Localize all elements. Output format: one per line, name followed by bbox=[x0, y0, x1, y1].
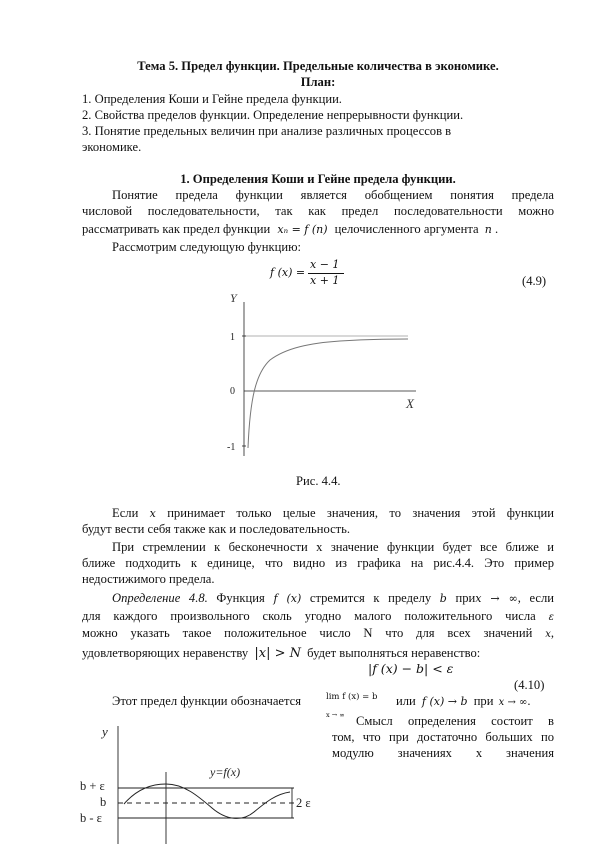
definition-line-2: для каждого произвольного сколь угодно малого положительного числа ε bbox=[82, 609, 554, 623]
tick-b: b bbox=[100, 795, 107, 809]
formula-4-9-number: (4.9) bbox=[522, 274, 547, 288]
paragraph-2: Рассмотрим следующую функцию: bbox=[112, 240, 302, 254]
paragraph-1-line-3: рассматривать как предел функции xₙ = f (n) целочисленного аргумента n . bbox=[82, 222, 499, 236]
paragraph-3-line-1: Если x принимает только целые значения, то значения этой функции bbox=[112, 506, 554, 520]
paragraph-1-line-1: Понятие предела функции является обобщением понятия предела bbox=[112, 188, 554, 202]
plan-item-3-cont: экономике. bbox=[82, 140, 142, 154]
band-width-label: 2 ε bbox=[296, 796, 311, 810]
paragraph-5: Этот предел функции обозначается bbox=[112, 694, 302, 708]
tick-label-0: 0 bbox=[230, 386, 235, 397]
tick-b-minus-eps: b - ε bbox=[80, 811, 102, 825]
plan-heading: План: bbox=[300, 75, 336, 89]
definition-line-3: можно указать такое положительное число N что для всех значений x, bbox=[82, 626, 554, 640]
paragraph-6-line-3: модулю значениях x значения bbox=[332, 746, 554, 760]
sequence-formula: xₙ = f (n) bbox=[277, 223, 328, 236]
section-heading: 1. Определения Коши и Гейне предела функции. bbox=[180, 172, 456, 186]
plan-item-3: 3. Понятие предельных величин при анализе различных процессов в bbox=[82, 124, 452, 138]
definition-line-4: удовлетворяющих неравенству |x| > N будет выполняться неравенство: bbox=[82, 646, 481, 661]
limit-notation: lim f (x) = b x → ∞ bbox=[326, 692, 378, 719]
plan-item-1: 1. Определения Коши и Гейне предела функции. bbox=[82, 92, 342, 106]
paragraph-6-line-1: Смысл определения состоит в bbox=[356, 714, 554, 728]
paragraph-6-line-2: том, что при достаточно больших по bbox=[332, 730, 554, 744]
paragraph-3-line-2: будут вести себя также как и последовательность. bbox=[82, 522, 351, 536]
page-title: Тема 5. Предел функции. Предельные количества в экономике. bbox=[137, 59, 499, 73]
tick-label-neg1: -1 bbox=[227, 442, 236, 453]
function-graph bbox=[220, 288, 420, 458]
paragraph-4-line-1: При стремлении к бесконечности x значение функции будет все ближе и bbox=[112, 540, 554, 554]
paragraph-5-cont: или f (x) → b при x → ∞. bbox=[396, 694, 531, 708]
y-label: y bbox=[102, 724, 108, 739]
paragraph-1-line-2: числовой последовательности, так как предел последовательности можно bbox=[82, 204, 554, 218]
function-curve bbox=[248, 339, 408, 448]
definition-line-1: Определение 4.8. Функция f (x) стремится к пределу b приx → ∞, если bbox=[112, 591, 555, 605]
figure-caption: Рис. 4.4. bbox=[296, 474, 341, 488]
tick-b-plus-eps: b + ε bbox=[80, 779, 105, 793]
paragraph-4-line-2: ближе подходить к единице, что видно из графика на рис.4.4. Это пример bbox=[82, 556, 554, 570]
y-axis-label: Y bbox=[230, 291, 237, 305]
x-axis-label: X bbox=[406, 396, 414, 411]
tick-label-1: 1 bbox=[230, 332, 235, 343]
plan-item-2: 2. Свойства пределов функции. Определение непрерывности функции. bbox=[82, 108, 464, 122]
oscillating-curve bbox=[124, 784, 290, 818]
epsilon-band-graph bbox=[80, 712, 320, 844]
paragraph-4-line-3: недостижимого предела. bbox=[82, 572, 215, 586]
variable-n: n bbox=[484, 223, 492, 236]
curve-label: y=f(x) bbox=[210, 765, 241, 779]
formula-4-10-number: (4.10) bbox=[514, 678, 545, 692]
formula-4-10: |f (x) − b| < ε bbox=[368, 661, 454, 676]
